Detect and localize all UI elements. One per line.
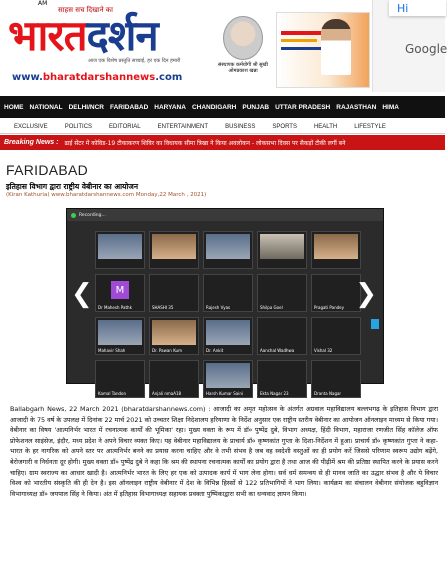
time-indicator: AM <box>38 0 48 7</box>
chevron-right-icon: ❯ <box>355 279 377 309</box>
participant-tile <box>149 317 199 355</box>
participant-name: Vishal 32 <box>314 348 333 353</box>
participant-tile <box>95 231 145 269</box>
subnav-sports[interactable]: SPORTS <box>272 123 297 130</box>
participant-video <box>314 277 358 302</box>
nav-punjab[interactable]: PUNJAB <box>242 103 270 111</box>
participant-name: Dr Mahesh Pathk <box>98 305 132 310</box>
founder-caption: संस्थापक कर्मयोगी श्री सुखी ओमप्रकाश खन्ना <box>218 62 268 74</box>
participant-video <box>260 320 304 345</box>
subnav-health[interactable]: HEALTH <box>313 123 338 130</box>
participant-name: Dr. Ankit <box>206 348 224 353</box>
ad-stripe <box>281 39 317 42</box>
site-logo[interactable] <box>8 11 158 60</box>
participant-tile <box>149 360 199 398</box>
nav-delhi-ncr[interactable]: DELHI/NCR <box>68 103 104 111</box>
participant-name: SHASHI 35 <box>152 305 174 310</box>
meeting-toolbar <box>67 209 383 221</box>
url-prefix: www. <box>12 72 43 83</box>
breaking-text[interactable]: ढाई सेंटर में कोविड-19 टीकाकरण शिविर का विधायक सीमा त्रिखा ने किया अवलोकन - लोकसभा दिवस पर सैकड़ों टीकी लगीं बने <box>64 139 346 147</box>
side-panel-icon <box>371 319 379 329</box>
participant-tile <box>311 317 361 355</box>
recording-dot-icon <box>71 213 76 218</box>
recording-label: Recording... <box>79 212 106 218</box>
nav-rajasthan[interactable]: RAJASTHAN <box>336 103 377 111</box>
article-byline: (Kiran Kathuria) www.bharatdarshannews.com Monday,22 March , 2021) <box>6 192 207 198</box>
logo-word-right: दर्शन <box>86 11 158 60</box>
participant-name: Pragati Pandey <box>314 305 344 310</box>
sub-nav <box>0 120 445 134</box>
article-title: इतिहास विभाग द्वारा राष्ट्रीय वेबीनार का आयोजन <box>6 182 139 191</box>
logo-subline: आज एक विशेष प्रस्तुति सच्चाई, हर एक दिन हमारी <box>88 58 181 64</box>
ad-banner[interactable] <box>276 12 370 88</box>
participant-tile <box>203 274 253 312</box>
founder-block <box>214 16 272 74</box>
participant-tile <box>203 360 253 398</box>
participant-video <box>152 277 196 302</box>
participant-name: Kamal Tandon <box>98 391 127 396</box>
logo-tagline: साहस सच दिखाने का <box>58 6 113 14</box>
participant-tile <box>311 360 361 398</box>
subnav-editorial[interactable]: EDITORIAL <box>109 123 141 130</box>
participant-tile <box>257 317 307 355</box>
subnav-exclusive[interactable]: EXCLUSIVE <box>14 123 48 130</box>
participant-video <box>152 363 196 388</box>
participant-video <box>206 320 250 345</box>
url-main: bharatdarshannews <box>42 72 156 83</box>
nav-faridabad[interactable]: FARIDABAD <box>110 103 149 111</box>
participant-tile <box>203 317 253 355</box>
participant-tile <box>257 360 307 398</box>
subnav-politics[interactable]: POLITICS <box>64 123 93 130</box>
participant-name: Mahavir Shah <box>98 348 126 353</box>
participant-name: Dr. Pawan Kum <box>152 348 182 353</box>
google-hi-bubble: Hi <box>389 0 446 16</box>
nav-himachal[interactable]: HIMA <box>382 103 399 111</box>
site-url[interactable] <box>12 72 182 83</box>
breaking-news-ticker[interactable] <box>0 135 445 150</box>
participant-tile <box>95 317 145 355</box>
url-suffix: .com <box>155 72 183 83</box>
participant-video <box>152 320 196 345</box>
participant-tile <box>95 360 145 398</box>
google-ad-panel[interactable] <box>372 0 445 92</box>
participant-name: Aanchal Wadhwa <box>260 348 295 353</box>
subnav-entertainment[interactable]: ENTERTAINMENT <box>157 123 209 130</box>
participant-video <box>260 234 304 259</box>
participant-name: Shilpa Goel <box>260 305 283 310</box>
chevron-left-icon: ❮ <box>71 279 93 309</box>
breaking-label: Breaking News : <box>4 139 59 146</box>
ad-stripe <box>281 47 321 50</box>
participant-video <box>206 277 250 302</box>
nav-haryana[interactable]: HARYANA <box>154 103 186 111</box>
participant-video <box>314 363 358 388</box>
participant-name: Rajesh Vyas <box>206 305 231 310</box>
participant-video <box>98 320 142 345</box>
participant-tile <box>257 231 307 269</box>
participant-name: Harsh Kumar Saini <box>206 391 243 396</box>
article-body: Ballabgarh News, 22 March 2021 (bharatdarshannews.com) : आजादी का अमृत महोत्सव के अंतर्गत अग्रवाल महाविद्यालय बल्लभगढ़ के इतिहास विभाग द्वारा आजादी के 75 वर्ष के उपलक्ष में दिनांक 22 मार्च 2021 को उच्चतर शिक्षा निदेशालय हरियाणा के निर्देश अनुसार एक राष्ट्रीय स्तरीय वेबीनार का आयोजन ऑनलाइन माध्यम से किया गया। वेबीनार का विषय 'आत्मनिर्भर भारत में रचनात्मक कार्यों की भूमिका' रहा। मुख्य वक्ता के रूप में डॉ० पुष्पेंद्र दुबे, विभाग अध्यक्ष, हिंदी विभाग, महाराजा रणजीत सिंह कॉलेज ऑफ प्रोफेशनल साइंसेज, इंदौर, मध्य प्रदेश ने अपने विचार व्यक्त किए। यह वेबीनार महाविद्यालय के प्राचार्य डॉ० कृष्णकांत गुप्ता के दिशा-निर्देशन में हुआ। प्राचार्य डॉ० कृष्णकांत गुप्ता ने कहा- भारत के हर नागरिक को अपने स्तर पर आत्मनिर्भर बनने का प्रयास करना चाहिए और वे तभी संभव है जब वह स्वदेशी वस्तुओं का ही प्रयोग करें जिससे परिणाम स्वरूप उद्योग बढ़ेंगे, बेरोजगारी व निर्धनता दूर होगी। मुख्य वक्ता डॉ० पुष्पेंद्र दुबे ने कहा कि श्रम की स्थापना रचनात्मक कार्यों का प्रयोग द्वारा है तथा आज की पीढ़ीमें श्रम की प्रतिष्ठा स्थापित करने के प्रयास करने चाहिए। ग्राम स्वराज्य का आधार खादी है। आत्मनिर्भर भारत के लिए हर एक को उत्पादक कार्य में भाग लेना होगा। सर्व धर्म समन्वय से ही मानव जाति का उद्धार संभव है और ये विचार विश्व को भारतीय संस्कृति की ही देन है। इस ऑनलाइन राष्ट्रीय वेबीनार में देश के विभिन्न हिस्सों से 122 प्रतिभागियों ने भाग लिया। कार्यक्रम का संचालन वेबीनार संयोजक बहुविज्ञान विभागाध्यक्ष डॉ० जयपाल सिंह ने किया। अंत में इतिहास विभागाध्यक्ष सहायक प्रवक्ता पुष्पिकाद्वारा सभी का धन्यवाद ज्ञापन किया। <box>10 405 438 498</box>
nav-national[interactable]: NATIONAL <box>29 103 63 111</box>
subnav-lifestyle[interactable]: LIFESTYLE <box>354 123 386 130</box>
google-wordmark: Google <box>405 42 447 56</box>
participant-tile <box>203 231 253 269</box>
participant-name: Dranta Nagar <box>314 391 342 396</box>
participant-name: Ekta Nagar 23 <box>260 391 289 396</box>
participant-video <box>206 234 250 259</box>
participant-tile <box>311 231 361 269</box>
article-image-video-meeting <box>66 208 384 396</box>
participant-video <box>260 277 304 302</box>
participant-video <box>314 320 358 345</box>
nav-home[interactable]: HOME <box>4 103 24 111</box>
main-nav <box>0 96 445 118</box>
participant-tile <box>95 274 145 312</box>
participant-video <box>152 234 196 259</box>
participant-tile <box>149 231 199 269</box>
subnav-business[interactable]: BUSINESS <box>225 123 256 130</box>
participant-video <box>314 234 358 259</box>
section-title: FARIDABAD <box>6 162 89 178</box>
nav-chandigarh[interactable]: CHANDIGARH <box>191 103 237 111</box>
participant-tile <box>257 274 307 312</box>
participant-tile <box>149 274 199 312</box>
nav-uttar-pradesh[interactable]: UTTAR PRADESH <box>275 103 331 111</box>
logo-word-left: भारत <box>8 11 87 60</box>
participant-avatar: M <box>111 281 129 299</box>
participant-grid <box>95 231 365 398</box>
participant-video <box>98 363 142 388</box>
participant-video <box>206 363 250 388</box>
participant-video <box>98 234 142 259</box>
participant-name: Anjali nmaA18 <box>152 391 182 396</box>
participant-video <box>260 363 304 388</box>
ad-person-image <box>321 19 351 75</box>
founder-photo <box>223 16 263 60</box>
participant-tile <box>311 274 361 312</box>
